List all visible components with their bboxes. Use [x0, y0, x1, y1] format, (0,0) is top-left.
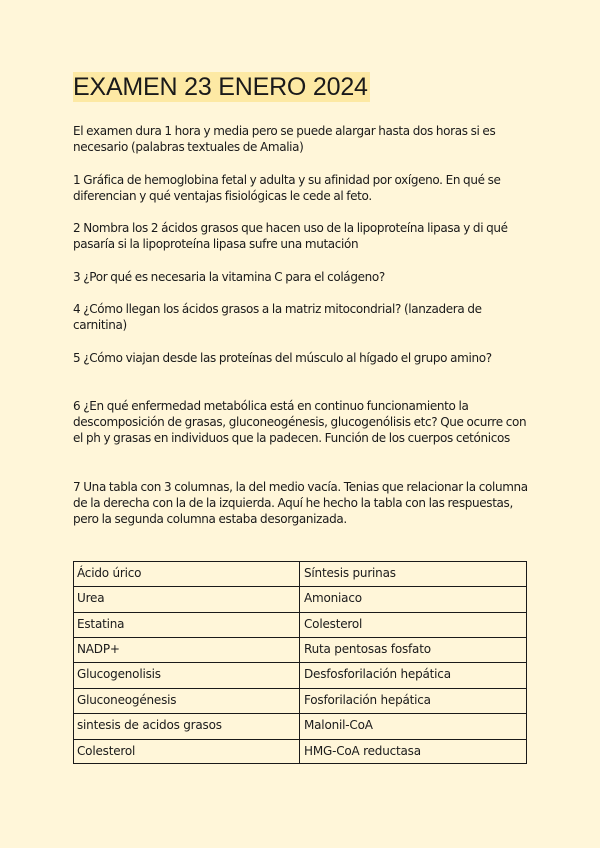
- page-title: EXAMEN 23 ENERO 2024: [73, 73, 368, 101]
- question-1: 1 Gráfica de hemoglobina fetal y adulta y su afinidad por oxígeno. En qué se diferencian y qué ventajas fisiológicas le cede al feto.: [73, 173, 501, 203]
- table-cell: Colesterol: [304, 617, 363, 631]
- table-cell: sintesis de acidos grasos: [77, 718, 222, 732]
- table-cell: Desfosforilación hepática: [304, 667, 451, 681]
- question-6: 6 ¿En qué enfermedad metabólica está en continuo funcionamiento la descomposición de grasas, gluconeogénesis, glucogenólisis etc? Que ocurre con el ph y grasas en individuos que la padecen. Función de los cuerpos cetónicos: [73, 399, 527, 445]
- table-cell: Glucogenolisis: [77, 667, 161, 681]
- table-cell: Colesterol: [77, 744, 136, 758]
- table-cell: Malonil-CoA: [304, 718, 373, 732]
- table-row: [73, 688, 527, 713]
- table-row: [73, 561, 527, 586]
- question-7: 7 Una tabla con 3 columnas, la del medio vacía. Tenias que relacionar la columna de la derecha con la de la izquierda. Aquí he hecho la tabla con las respuestas, pero la segunda columna estaba desorganizada.: [73, 480, 528, 526]
- table-row: [73, 662, 527, 687]
- table-row: [73, 612, 527, 637]
- table-row: [73, 586, 527, 611]
- table-cell: Ácido úrico: [77, 566, 142, 580]
- question-2: 2 Nombra los 2 ácidos grasos que hacen uso de la lipoproteína lipasa y di qué pasaría si la lipoproteína lipasa sufre una mutación: [73, 221, 508, 251]
- question-4: 4 ¿Cómo llegan los ácidos grasos a la matriz mitocondrial? (lanzadera de carnitina): [73, 302, 482, 332]
- table-cell: Fosforilación hepática: [304, 693, 431, 707]
- table-cell: Estatina: [77, 617, 125, 631]
- question-3: 3 ¿Por qué es necesaria la vitamina C para el colágeno?: [73, 270, 385, 284]
- table-cell: Síntesis purinas: [304, 566, 396, 580]
- intro-paragraph: El examen dura 1 hora y media pero se puede alargar hasta dos horas si es necesario (palabras textuales de Amalia): [73, 124, 496, 154]
- table-cell: Ruta pentosas fosfato: [304, 642, 431, 656]
- table-cell: Urea: [77, 591, 105, 605]
- table-cell: HMG-CoA reductasa: [304, 744, 421, 758]
- table-row: [73, 637, 527, 662]
- table-row: [73, 713, 527, 738]
- table-row: [73, 739, 527, 764]
- question-5: 5 ¿Cómo viajan desde las proteínas del músculo al hígado el grupo amino?: [73, 351, 492, 365]
- table-cell: Gluconeogénesis: [77, 693, 177, 707]
- table-cell: NADP+: [77, 642, 120, 656]
- table-cell: Amoniaco: [304, 591, 362, 605]
